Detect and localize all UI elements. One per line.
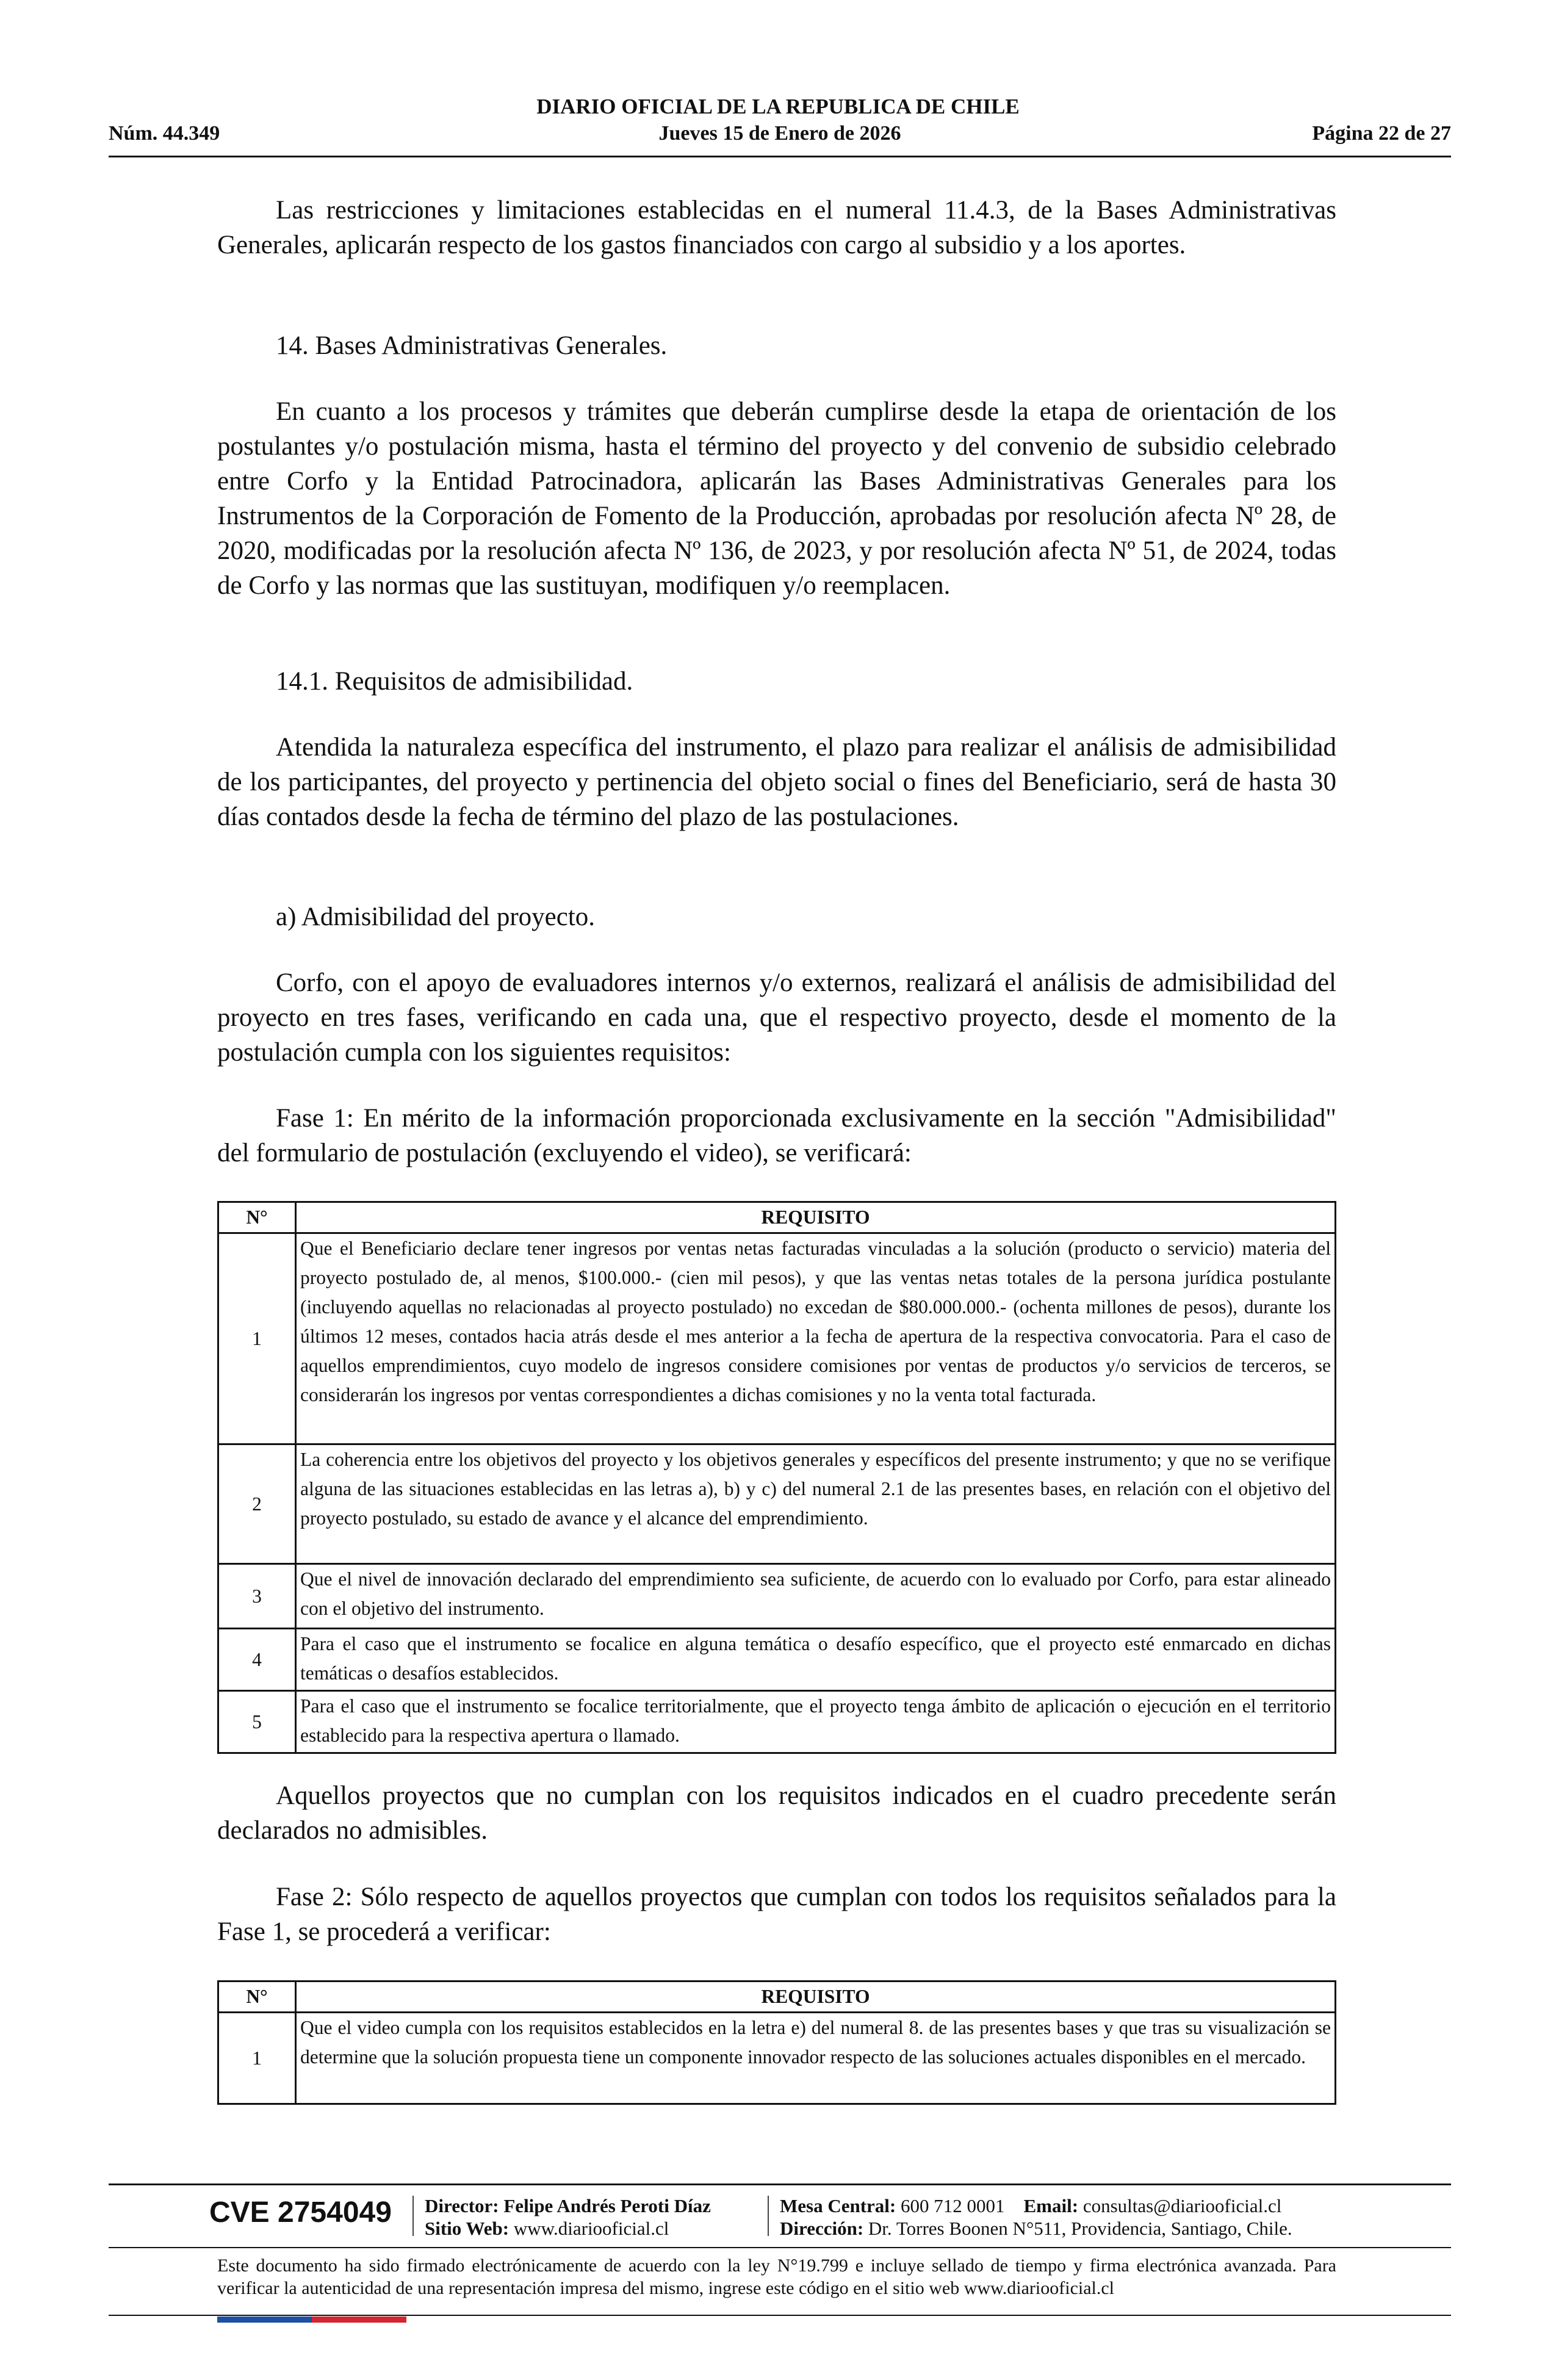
row-requirement: Para el caso que el instrumento se focalice en alguna temática o desafío específico, que el proyecto esté enmarcado en dichas temáticas o desafíos establecidos.	[296, 1629, 1336, 1691]
column-header-number: N°	[218, 1202, 296, 1233]
signature-note: Este documento ha sido firmado electrónicamente de acuerdo con la ley N°19.799 e incluye sellado de tiempo y firma electrónica avanzada. Para verificar la autenticidad de una representación impresa del mismo, ingrese este código en el sitio web www.diariooficial.cl	[217, 2256, 1336, 2298]
cve-code: CVE 2754049	[209, 2196, 392, 2229]
row-requirement: Que el video cumpla con los requisitos establecidos en la letra e) del numeral 8. de las presentes bases y que tras su visualización se determine que la solución propuesta tiene un componente innovador respecto de las soluciones actuales disponibles en el mercado.	[296, 2013, 1336, 2104]
table-row	[218, 1564, 1336, 1629]
email-link[interactable]: consultas@diariooficial.cl	[1082, 2195, 1282, 2216]
header-divider	[109, 156, 1451, 157]
address: Dr. Torres Boonen N°511, Providencia, Santiago, Chile.	[868, 2218, 1292, 2239]
footer-divider	[109, 2183, 1451, 2185]
footer-separator	[412, 2196, 414, 2236]
table-row	[218, 1629, 1336, 1691]
footer-separator	[768, 2196, 769, 2236]
row-requirement: Que el Beneficiario declare tener ingresos por ventas netas facturadas vinculadas a la solución (producto o servicio) materia del proyecto postulado de, al menos, $100.000.- (cien mil pesos), y que las ventas netas totales de la persona jurídica postulante (incluyendo aquellas no relacionadas al proyecto postulado) no excedan de $80.000.000.- (ochenta millones de pesos), durante los últimos 12 meses, contados hacia atrás desde el mes anterior a la fecha de apertura de la respectiva convocatoria. Para el caso de aquellos emprendimientos, cuyo modelo de ingresos considere comisiones por ventas de productos y/o servicios de terceros, se considerarán los ingresos por ventas correspondientes a dichas comisiones y no la venta total facturada.	[296, 1233, 1336, 1444]
director-name: Felipe Andrés Peroti Díaz	[503, 2195, 711, 2216]
column-header-number: N°	[218, 1982, 296, 2013]
newspaper-title: DIARIO OFICIAL DE LA REPUBLICA DE CHILE	[536, 95, 1020, 118]
paragraph-naturaleza: Atendida la naturaleza específica del instrumento, el plazo para realizar el análisis de admisibilidad de los participantes, del proyecto y pertinencia del objeto social o fines del Beneficiario, será de hasta 30 días contados desde la fecha de término del plazo de las postulaciones.	[217, 733, 1336, 831]
row-number: 5	[218, 1691, 296, 1753]
table-row	[218, 2013, 1336, 2104]
footer-bottom-divider	[109, 2315, 1451, 2316]
footer-director-block: Director: Felipe Andrés Peroti Díaz Sitio Web: www.diariooficial.cl	[425, 2195, 711, 2239]
table-header-row	[218, 1202, 1336, 1233]
header-row	[109, 122, 1451, 149]
footer-contact-block: Mesa Central: 600 712 0001 Email: consultas@diariooficial.cl Dirección: Dr. Torres Boonen N°511, Providencia, Santiago, Chile.	[780, 2195, 1292, 2239]
paragraph-procesos: En cuanto a los procesos y trámites que deberán cumplirse desde la etapa de orientación de los postulantes y/o postulación misma, hasta el término del proyecto y del convenio de subsidio celebrado entre Corfo y la Entidad Patrocinadora, aplicarán las Bases Administrativas Generales para los Instrumentos de la Corporación de Fomento de la Producción, aprobadas por resolución afecta Nº 28, de 2020, modificadas por la resolución afecta Nº 136, de 2023, y por resolución afecta Nº 51, de 2024, todas de Corfo y las normas que las sustituyan, modifiquen y/o reemplacen.	[217, 397, 1336, 600]
section-heading-14: 14. Bases Administrativas Generales.	[276, 331, 668, 360]
footer-info	[109, 2191, 1451, 2240]
row-requirement: Para el caso que el instrumento se focalice territorialmente, que el proyecto tenga ámbito de aplicación o ejecución en el territorio establecido para la respectiva apertura o llamado.	[296, 1691, 1336, 1753]
row-number: 4	[218, 1629, 296, 1691]
row-number: 2	[218, 1444, 296, 1564]
paragraph-fase-2: Fase 2: Sólo respecto de aquellos proyectos que cumplan con todos los requisitos señalados para la Fase 1, se procederá a verificar:	[217, 1883, 1336, 1946]
page-indicator: Página 22 de 27	[1312, 122, 1451, 145]
issue-date: Jueves 15 de Enero de 2026	[658, 122, 901, 145]
table-row	[218, 1691, 1336, 1753]
row-number: 1	[218, 1233, 296, 1444]
table-header-row	[218, 1982, 1336, 2013]
phone-number: 600 712 0001	[901, 2195, 1005, 2216]
issue-number: Núm. 44.349	[109, 122, 220, 145]
row-requirement: Que el nivel de innovación declarado del emprendimiento sea suficiente, de acuerdo con lo evaluado por Corfo, para estar alineado con el objetivo del instrumento.	[296, 1564, 1336, 1629]
table-row	[218, 1444, 1336, 1564]
paragraph-restricciones: Las restricciones y limitaciones establecidas en el numeral 11.4.3, de la Bases Administrativas Generales, aplicarán respecto de los gastos financiados con cargo al subsidio y a los aportes.	[217, 196, 1336, 259]
flag-stripe-blue	[217, 2317, 312, 2323]
row-number: 1	[218, 2013, 296, 2104]
row-number: 3	[218, 1564, 296, 1629]
section-heading-14-1: 14.1. Requisitos de admisibilidad.	[276, 667, 633, 696]
section-heading-a: a) Admisibilidad del proyecto.	[276, 903, 596, 931]
website-link[interactable]: www.diariooficial.cl	[513, 2218, 669, 2239]
paragraph-corfo: Corfo, con el apoyo de evaluadores internos y/o externos, realizará el análisis de admisibilidad del proyecto en tres fases, verificando en cada una, que el respectivo proyecto, desde el momento de la postulación cumpla con los siguientes requisitos:	[217, 968, 1336, 1067]
paragraph-no-admisibles: Aquellos proyectos que no cumplan con los requisitos indicados en el cuadro precedente serán declarados no admisibles.	[217, 1781, 1336, 1845]
column-header-requirement: REQUISITO	[296, 1982, 1336, 2013]
requirements-table-phase-1	[217, 1201, 1336, 1754]
table-row	[218, 1233, 1336, 1444]
footer-divider	[109, 2247, 1451, 2248]
requirements-table-phase-2	[217, 1980, 1336, 2105]
flag-stripe-red	[312, 2317, 406, 2323]
column-header-requirement: REQUISITO	[296, 1202, 1336, 1233]
row-requirement: La coherencia entre los objetivos del proyecto y los objetivos generales y específicos del presente instrumento; y que no se verifique alguna de las situaciones establecidas en las letras a), b) y c) del numeral 2.1 de las presentes bases, en relación con el objetivo del proyecto postulado, su estado de avance y el alcance del emprendimiento.	[296, 1444, 1336, 1564]
paragraph-fase-1: Fase 1: En mérito de la información proporcionada exclusivamente en la sección "Admisibilidad" del formulario de postulación (excluyendo el video), se verificará:	[217, 1104, 1336, 1167]
